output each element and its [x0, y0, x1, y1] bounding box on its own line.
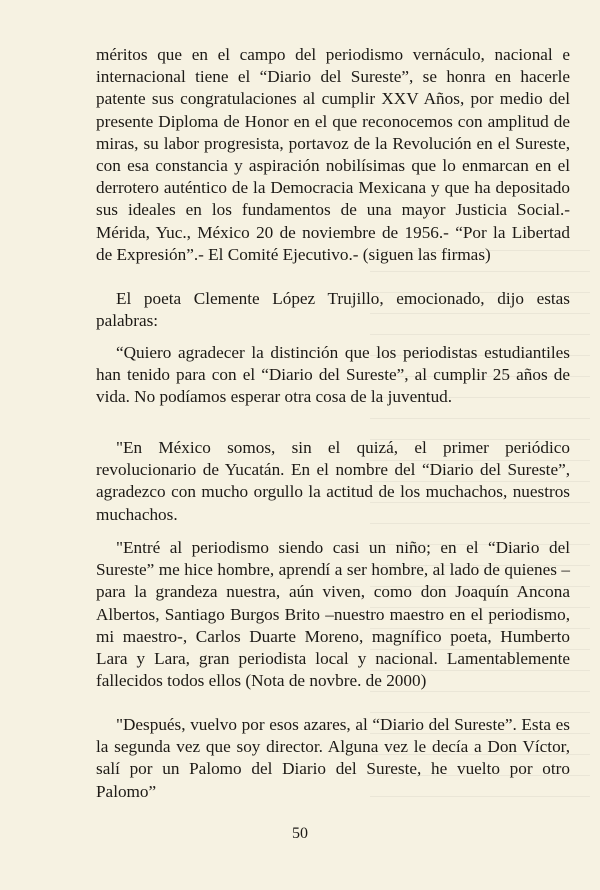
paragraph-intro-poet [96, 288, 570, 332]
paragraph-text: "Después, vuelvo por esos azares, al “Diario del Sureste”. Esta es la segunda vez que soy director. Alguna vez le decía a Don Víctor, salí por un Palomo del Diario del Sureste, he vuelto por otro Palomo” [96, 715, 570, 801]
paragraph-quote-2 [96, 437, 570, 526]
paragraph-text: "Entré al periodismo siendo casi un niño; en el “Diario del Sureste” me hice hombre, aprendí a ser hombre, al lado de quienes –para la grandeza nuestra, aún viven, como don Joaquín Ancona Albertos, Santiago Burgos Brito –nuestro maestro en el periodismo, mi maestro-, Carlos Duarte Moreno, magnífico poeta, Humberto Lara y Lara, gran periodista local y nacional. Lamentablemente fallecidos todos ellos (Nota de novbre. de 2000) [96, 538, 570, 691]
paragraph-quote-4 [96, 714, 570, 803]
paragraph-text: méritos que en el campo del periodismo vernáculo, nacional e internacional tiene el “Diario del Sureste”, se honra en hacerle patente sus congratulaciones al cumplir XXV Años, por medio del presente Diploma de Honor en el que reconocemos con amplitud de miras, su labor progresista, portavoz de la Revolución en el Sureste, con esa constancia y aspiración nobilísimas que lo enmarcan en el derrotero auténtico de la Democracia Mexicana y que ha depositado sus ideales en los fundamentos de una mayor Justicia Social.- Mérida, Yuc., México 20 de noviembre de 1956.- “Por la Libertad de Expresión”.- El Comité Ejecutivo.- (siguen las firmas) [96, 45, 570, 264]
paragraph-diploma-text [96, 44, 570, 266]
paragraph-text: “Quiero agradecer la distinción que los periodistas estudiantiles han tenido para con el “Diario del Sureste”, al cumplir 25 años de vida. No podíamos esperar otra cosa de la juventud. [96, 343, 570, 407]
paragraph-quote-1 [96, 342, 570, 409]
paragraph-quote-3 [96, 537, 570, 692]
paragraph-text: El poeta Clemente López Trujillo, emocionado, dijo estas palabras: [96, 289, 570, 331]
page-number: 50 [292, 825, 308, 842]
paragraph-text: "En México somos, sin el quizá, el primer periódico revolucionario de Yucatán. En el nombre del “Diario del Sureste”, agradezco con mucho orgullo la actitud de los muchachos, nuestros muchachos. [96, 438, 570, 524]
